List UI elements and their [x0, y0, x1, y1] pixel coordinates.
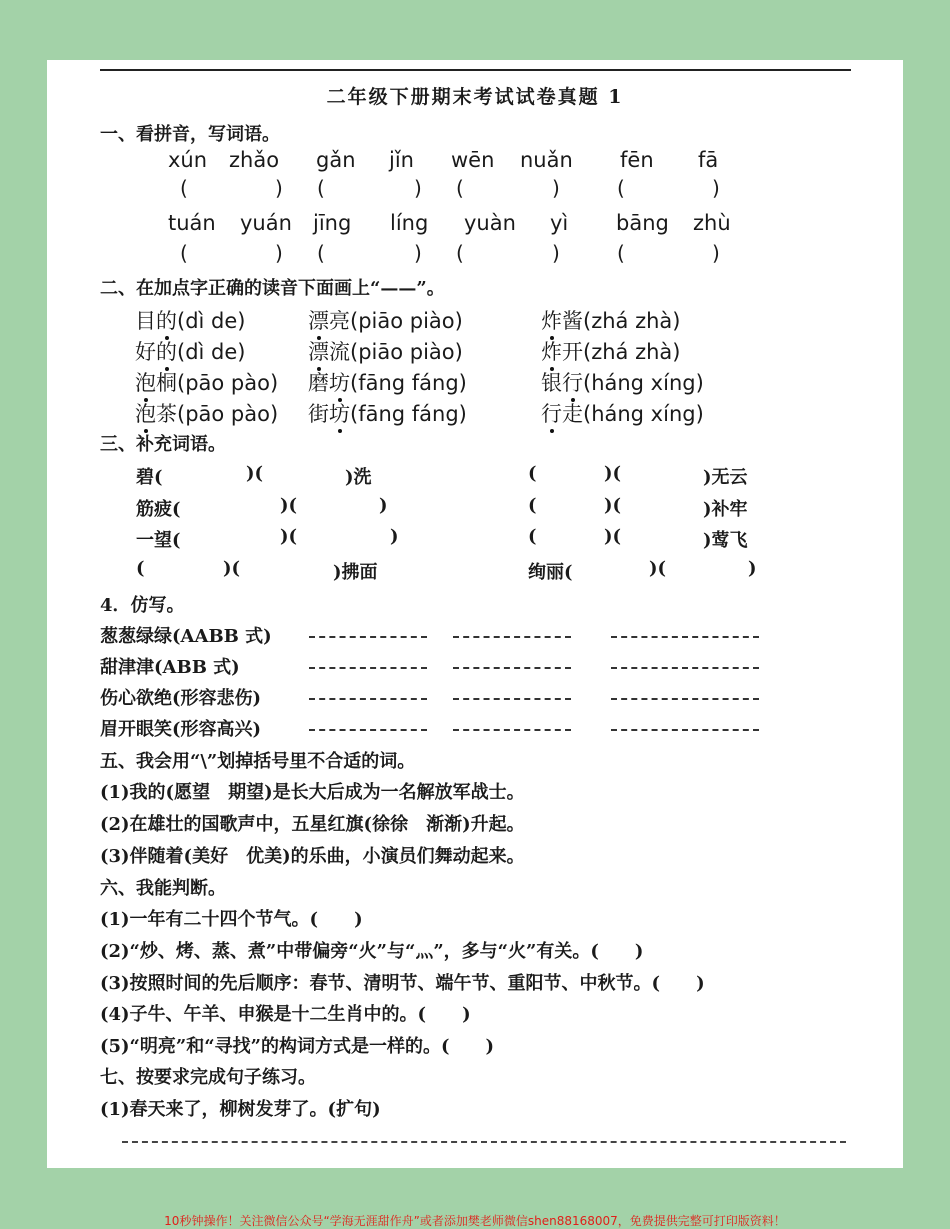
reading-options: (piāo piào): [350, 309, 463, 333]
pinyin: yuàn: [464, 211, 516, 235]
judge-item-2: (2)“炒、烤、蒸、煮”中带偏旁“火”与“灬”，多与“火”有关。( ): [100, 941, 644, 962]
reading-item: [541, 336, 680, 366]
idiom-part: )(: [246, 463, 264, 484]
reading-item: [541, 398, 704, 428]
idiom-part: )补牢: [703, 499, 748, 520]
pinyin: zhǎo: [229, 148, 280, 172]
idiom-part: )(: [280, 526, 298, 547]
paren-close: ): [712, 176, 720, 200]
dotted-char: 的: [156, 336, 177, 366]
judge-item-1: (1)一年有二十四个节气。( ): [100, 909, 363, 930]
char: 街: [308, 402, 329, 426]
reading-options: (dì de): [177, 309, 246, 333]
exam-paper: [47, 60, 903, 1168]
pinyin: zhù: [693, 211, 731, 235]
answer-line[interactable]: [453, 729, 571, 731]
dotted-char: 炸: [541, 305, 562, 335]
imitate-prompt: 甜津津(ABB 式): [100, 657, 240, 678]
judge-item-5: (5)“明亮”和“寻找”的构词方式是一样的。( ): [100, 1036, 495, 1057]
idiom-part: )洗: [345, 467, 372, 488]
char: 流: [329, 340, 350, 364]
paren-close: ): [552, 241, 560, 265]
paren-open: (: [456, 176, 464, 200]
idiom-part: )无云: [703, 467, 748, 488]
char: 亮: [329, 309, 350, 333]
pinyin: yuán: [240, 211, 292, 235]
idiom-part: )(: [280, 495, 298, 516]
reading-options: (háng xíng): [583, 371, 704, 395]
paren-open: (: [456, 241, 464, 265]
idiom-part: (: [528, 526, 537, 547]
reading-options: (pāo pào): [177, 402, 279, 426]
idiom-part: ): [748, 558, 757, 579]
pinyin: jīng: [313, 211, 352, 235]
imitate-prompt: 眉开眼笑(形容高兴): [100, 719, 262, 740]
idiom-part: 一望(: [136, 530, 181, 551]
dotted-char: 坊: [329, 398, 350, 428]
reading-options: (zhá zhà): [583, 309, 681, 333]
dotted-char: 行: [562, 367, 583, 397]
idiom-part: )(: [604, 463, 622, 484]
crossout-item-2: (2)在雄壮的国歌声中，五星红旗(徐徐 渐渐)升起。: [100, 814, 525, 835]
reading-options: (fāng fáng): [350, 402, 467, 426]
page-title: 二年级下册期末考试试卷真题 1: [326, 86, 624, 108]
paren-close: ): [552, 176, 560, 200]
answer-line[interactable]: [611, 667, 759, 669]
top-rule: [100, 69, 851, 71]
char: 银: [541, 371, 562, 395]
reading-options: (zhá zhà): [583, 340, 681, 364]
dotted-char: 漂: [308, 336, 329, 366]
pinyin: nuǎn: [520, 148, 573, 172]
dotted-char: 漂: [308, 305, 329, 335]
pinyin: líng: [390, 211, 429, 235]
pinyin: bāng: [616, 211, 669, 235]
idiom-part: )(: [604, 526, 622, 547]
idiom-part: )(: [223, 558, 241, 579]
paren-close: ): [712, 241, 720, 265]
char: 磨: [308, 371, 329, 395]
section-2-heading: 二、在加点字正确的读音下面画上“——”。: [100, 278, 445, 299]
judge-item-3: (3)按照时间的先后顺序：春节、清明节、端午节、重阳节、中秋节。( ): [100, 973, 705, 994]
idiom-part: )(: [649, 558, 667, 579]
answer-line[interactable]: [611, 698, 759, 700]
paren-open: (: [617, 176, 625, 200]
sentence-item-1: (1)春天来了，柳树发芽了。(扩句): [100, 1099, 381, 1120]
answer-line[interactable]: [309, 729, 427, 731]
section-1-heading: 一、看拼音，写词语。: [100, 124, 280, 145]
dotted-char: 泡: [135, 367, 156, 397]
char: 好: [135, 340, 156, 364]
pinyin: yì: [550, 211, 569, 235]
dotted-char: 坊: [329, 367, 350, 397]
reading-options: (dì de): [177, 340, 246, 364]
section-7-heading: 七、按要求完成句子练习。: [100, 1067, 316, 1088]
reading-item: [308, 336, 463, 366]
idiom-part: (: [528, 463, 537, 484]
dotted-char: 的: [156, 305, 177, 335]
paren-open: (: [180, 176, 188, 200]
section-6-heading: 六、我能判断。: [100, 878, 226, 899]
dotted-char: 行: [541, 398, 562, 428]
char: 酱: [562, 309, 583, 333]
paren-open: (: [617, 241, 625, 265]
answer-line[interactable]: [122, 1141, 846, 1143]
char: 走: [562, 402, 583, 426]
reading-options: (pāo pào): [177, 371, 279, 395]
idiom-part: ): [379, 495, 388, 516]
char: 茶: [156, 402, 177, 426]
idiom-part: ): [390, 526, 399, 547]
pinyin: gǎn: [316, 148, 356, 172]
pinyin: fēn: [620, 148, 654, 172]
reading-options: (háng xíng): [583, 402, 704, 426]
paren-close: ): [275, 176, 283, 200]
paren-close: ): [414, 176, 422, 200]
idiom-part: (: [136, 558, 145, 579]
judge-item-4: (4)子牛、午羊、申猴是十二生肖中的。( ): [100, 1004, 471, 1025]
imitate-prompt: 葱葱绿绿(AABB 式): [100, 626, 272, 647]
reading-item: [541, 305, 680, 335]
answer-line[interactable]: [309, 636, 427, 638]
char: 开: [562, 340, 583, 364]
paren-close: ): [275, 241, 283, 265]
promo-footer: 10秒钟操作！关注微信公众号“学海无涯甜作舟”或者添加樊老师微信shen88168007，免费提供完整可打印版资料！: [164, 1214, 786, 1228]
reading-options: (piāo piào): [350, 340, 463, 364]
reading-options: (fāng fáng): [350, 371, 467, 395]
answer-line[interactable]: [309, 667, 427, 669]
crossout-item-1: (1)我的(愿望 期望)是长大后成为一名解放军战士。: [100, 782, 525, 803]
answer-line[interactable]: [453, 636, 571, 638]
paren-open: (: [180, 241, 188, 265]
idiom-part: 筋疲(: [136, 499, 181, 520]
dotted-char: 炸: [541, 336, 562, 366]
answer-line[interactable]: [611, 636, 759, 638]
reading-item: [308, 305, 463, 335]
crossout-item-3: (3)伴随着(美好 优美)的乐曲，小演员们舞动起来。: [100, 846, 525, 867]
reading-item: [135, 367, 278, 397]
char: 目: [135, 309, 156, 333]
pinyin: jǐn: [389, 148, 414, 172]
dotted-char: 泡: [135, 398, 156, 428]
paren-open: (: [317, 241, 325, 265]
reading-item: [135, 336, 245, 366]
pinyin: tuán: [168, 211, 216, 235]
answer-line[interactable]: [453, 667, 571, 669]
idiom-part: )拂面: [333, 562, 378, 583]
reading-item: [541, 367, 704, 397]
idiom-part: (: [528, 495, 537, 516]
imitate-prompt: 伤心欲绝(形容悲伤): [100, 688, 262, 709]
answer-line[interactable]: [453, 698, 571, 700]
section-3-heading: 三、补充词语。: [100, 434, 226, 455]
idiom-part: 绚丽(: [528, 562, 573, 583]
pinyin: xún: [168, 148, 208, 172]
char: 桐: [156, 371, 177, 395]
reading-item: [135, 305, 245, 335]
reading-item: [135, 398, 278, 428]
paren-close: ): [414, 241, 422, 265]
pinyin: wēn: [451, 148, 495, 172]
idiom-part: 碧(: [136, 467, 163, 488]
reading-item: [308, 398, 467, 428]
pinyin: fā: [698, 148, 719, 172]
answer-line[interactable]: [309, 698, 427, 700]
paren-open: (: [317, 176, 325, 200]
reading-item: [308, 367, 467, 397]
section-5-heading: 五、我会用“\”划掉括号里不合适的词。: [100, 751, 416, 772]
idiom-part: )(: [604, 495, 622, 516]
section-4-heading: 4．仿写。: [100, 595, 185, 616]
answer-line[interactable]: [611, 729, 759, 731]
idiom-part: )莺飞: [703, 530, 748, 551]
